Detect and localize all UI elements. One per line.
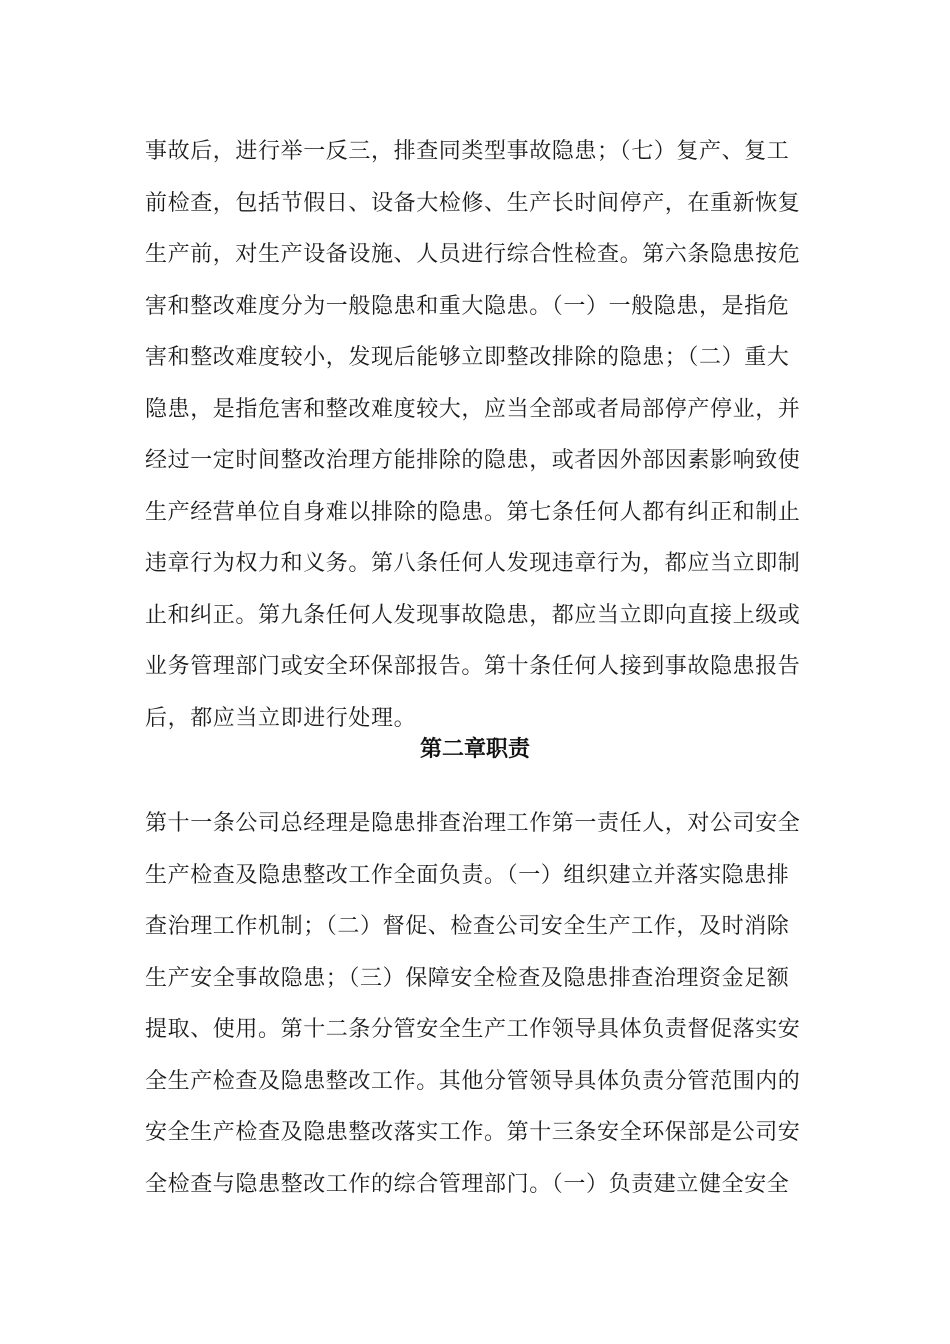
body-paragraph-1 (145, 126, 807, 744)
chapter-heading: 第二章职责 (419, 737, 530, 762)
text-line: 害和整改难度较小，发现后能够立即整改排除的隐患；（二）重大 (145, 345, 790, 370)
text-line: 隐患，是指危害和整改难度较大，应当全部或者局部停产停业，并 (145, 396, 801, 422)
text-line: 全检查与隐患整改工作的综合管理部门。（一）负责建立健全安全 (145, 1171, 790, 1197)
text-line: 生产安全事故隐患；（三）保障安全检查及隐患排查治理资金足额 (145, 965, 790, 991)
text-line: 经过一定时间整改治理方能排除的隐患，或者因外部因素影响致使 (145, 448, 801, 473)
body-paragraph-2 (145, 798, 807, 1210)
text-line: 生产检查及隐患整改工作全面负责。（一）组织建立并落实隐患排 (145, 862, 790, 888)
text-line: 害和整改难度分为一般隐患和重大隐患。（一）一般隐患，是指危 (145, 293, 790, 319)
text-line: 业务管理部门或安全环保部报告。第十条任何人接到事故隐患报告 (145, 654, 801, 679)
text-line: 安全生产检查及隐患整改落实工作。第十三条安全环保部是公司安 (145, 1120, 801, 1145)
text-line: 提取、使用。第十二条分管安全生产工作领导具体负责督促落实安 (145, 1017, 801, 1042)
text-line: 生产经营单位自身难以排除的隐患。第七条任何人都有纠正和制止 (145, 499, 801, 525)
text-line: 后，都应当立即进行处理。 (145, 705, 417, 731)
text-line: 全生产检查及隐患整改工作。其他分管领导具体负责分管范围内的 (145, 1068, 801, 1094)
text-line: 第十一条公司总经理是隐患排查治理工作第一责任人，对公司安全 (145, 811, 801, 836)
text-line: 查治理工作机制；（二）督促、检查公司安全生产工作，及时消除 (145, 914, 790, 939)
text-line: 违章行为权力和义务。第八条任何人发现违章行为，都应当立即制 (145, 551, 801, 576)
text-line: 止和纠正。第九条任何人发现事故隐患，都应当立即向直接上级或 (145, 602, 801, 628)
text-line: 前检查，包括节假日、设备大检修、生产长时间停产，在重新恢复 (145, 190, 801, 216)
text-line: 事故后，进行举一反三，排查同类型事故隐患；（七）复产、复工 (145, 139, 790, 164)
text-line: 生产前，对生产设备设施、人员进行综合性检查。第六条隐患按危 (145, 242, 801, 267)
